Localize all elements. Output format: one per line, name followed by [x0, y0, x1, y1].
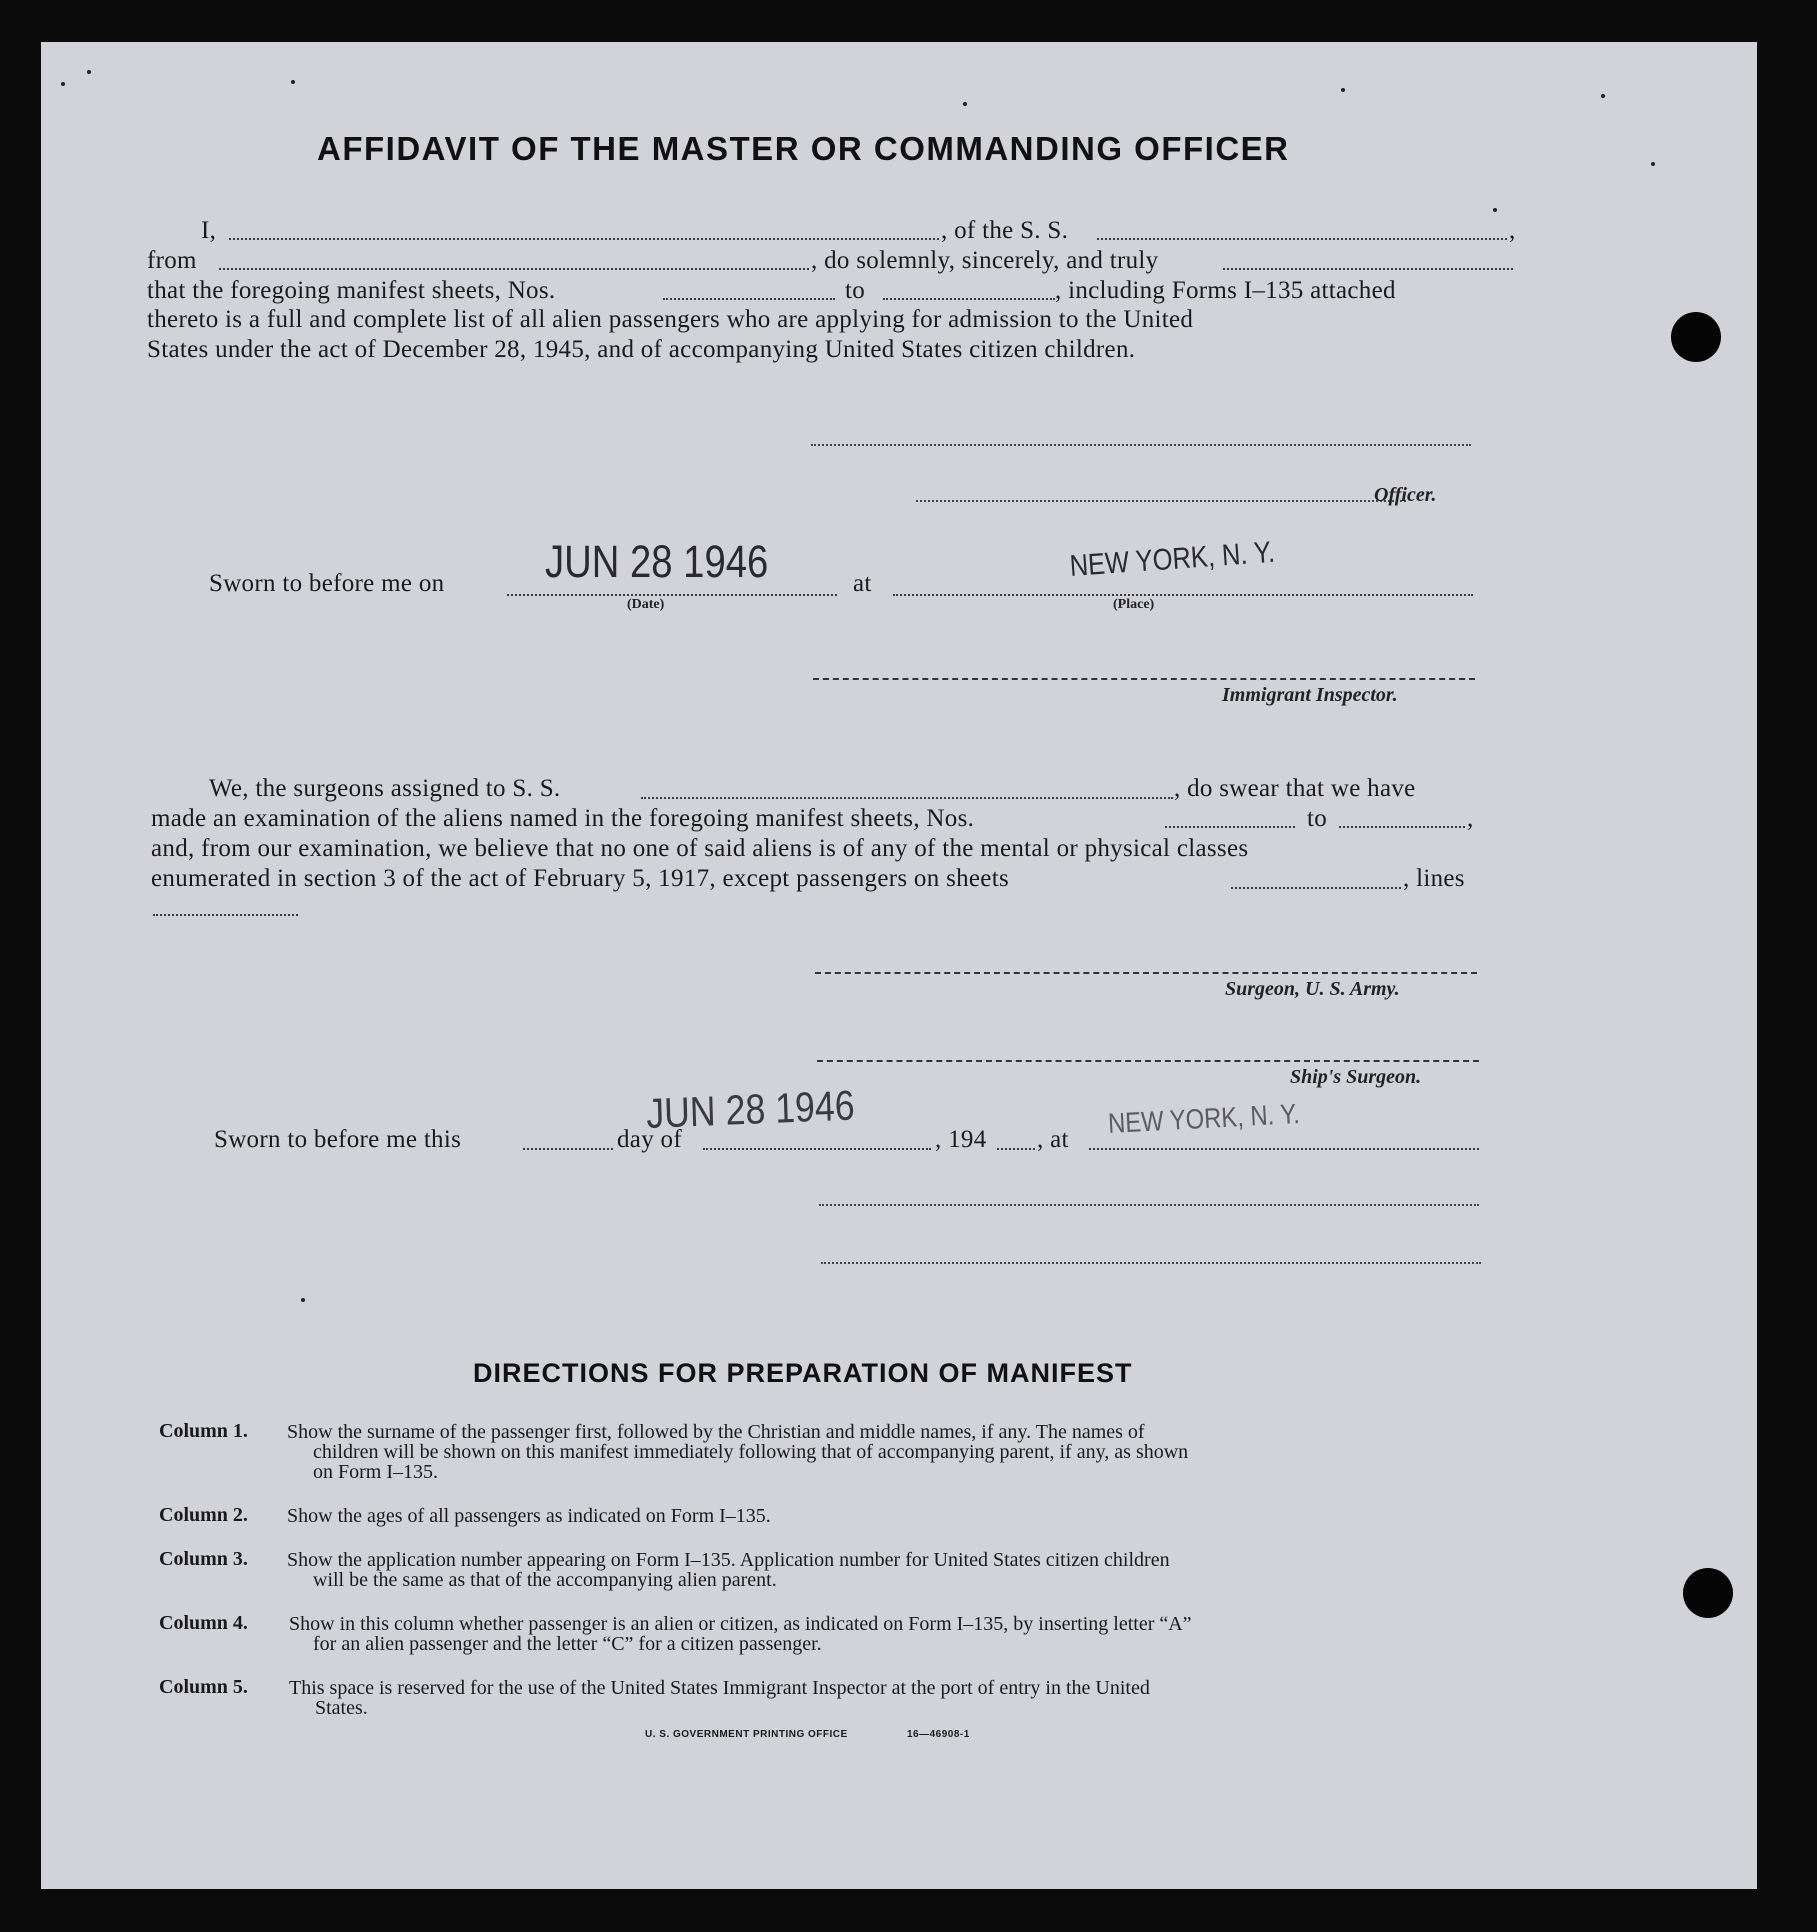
except-sheets-blank[interactable] — [1231, 887, 1401, 889]
affidavit-line1-ss: , of the S. S. — [941, 217, 1069, 244]
officer-caption: Officer. — [1374, 484, 1437, 506]
witness-signature-line-2[interactable] — [821, 1262, 1481, 1264]
officer-name-blank[interactable] — [229, 238, 939, 240]
surgeons-line4-text: enumerated in section 3 of the act of February 5, 1917, except passengers on sheets — [151, 865, 1009, 892]
surgeons-line3: and, from our examination, we believe that no one of said aliens is of any of the mental or physical classes — [151, 835, 1249, 862]
direction-text: Show in this column whether passenger is an alien or citizen, as indicated on Form I–135, by inserting letter “A” — [289, 1613, 1192, 1635]
sworn-date-blank[interactable] — [507, 594, 837, 596]
swear-blank[interactable] — [1223, 268, 1513, 270]
port-from-blank[interactable] — [219, 268, 809, 270]
document-page — [41, 42, 1757, 1889]
affidavit-line2-from: from — [147, 247, 197, 274]
army-surgeon-caption: Surgeon, U. S. Army. — [1225, 978, 1400, 1000]
surgeons-sheets-from-blank[interactable] — [1165, 826, 1295, 828]
speck — [301, 1298, 305, 1302]
sworn-this-label: Sworn to before me this — [214, 1126, 462, 1153]
affidavit-title: AFFIDAVIT OF THE MASTER OR COMMANDING OFFICER — [317, 130, 1290, 167]
affidavit-line2-text: , do solemnly, sincerely, and truly — [811, 247, 1159, 274]
direction-label: Column 2. — [159, 1504, 248, 1526]
sworn-year-blank[interactable] — [997, 1148, 1035, 1150]
direction-text: for an alien passenger and the letter “C” for a citizen passenger. — [313, 1633, 822, 1655]
place-stamp: NEW YORK, N. Y. — [1068, 535, 1276, 584]
speck — [1341, 88, 1345, 92]
direction-text: on Form I–135. — [313, 1461, 438, 1483]
date-caption: (Date) — [627, 597, 665, 612]
affidavit-line3-end: , including Forms I–135 attached — [1055, 277, 1396, 304]
speck — [291, 80, 295, 84]
affidavit-line1-i: I, — [201, 217, 217, 244]
punch-hole — [1683, 1568, 1733, 1618]
form-number: 16—46908-1 — [907, 1729, 970, 1740]
inspector-caption: Immigrant Inspector. — [1222, 684, 1398, 706]
sworn-month-blank[interactable] — [703, 1148, 931, 1150]
speck — [87, 70, 91, 74]
surgeons-line1-end: , do swear that we have — [1174, 775, 1416, 802]
surgeons-line2-text: made an examination of the aliens named in the foregoing manifest sheets, Nos. — [151, 805, 975, 832]
direction-label: Column 5. — [159, 1676, 248, 1698]
direction-label: Column 1. — [159, 1420, 248, 1442]
officer-signature-line[interactable] — [811, 444, 1471, 446]
direction-text: Show the application number appearing on Form I–135. Application number for United States citizen children — [287, 1549, 1170, 1571]
date-stamp: JUN 28 1946 — [545, 536, 769, 587]
direction-label: Column 4. — [159, 1612, 248, 1634]
ship-surgeon-caption: Ship's Surgeon. — [1290, 1066, 1422, 1088]
surgeons-line1-text: We, the surgeons assigned to S. S. — [209, 775, 561, 802]
direction-text: Show the surname of the passenger first, followed by the Christian and middle names, if any. The names of — [287, 1421, 1145, 1443]
surgeons-sheets-to-blank[interactable] — [1339, 826, 1465, 828]
place-caption: (Place) — [1113, 597, 1155, 612]
sworn-place-blank[interactable] — [893, 594, 1473, 596]
sworn-place-blank-2[interactable] — [1089, 1148, 1479, 1150]
sheets-from-blank[interactable] — [663, 298, 835, 300]
date-stamp-2: JUN 28 1946 — [645, 1081, 856, 1138]
surgeons-line2-comma: , — [1467, 805, 1474, 832]
officer-title-line[interactable] — [916, 500, 1406, 502]
direction-label: Column 3. — [159, 1548, 248, 1570]
punch-hole — [1671, 312, 1721, 362]
sheets-to-blank[interactable] — [883, 298, 1055, 300]
sworn-on-label: Sworn to before me on — [209, 570, 445, 597]
ship-name-blank[interactable] — [1097, 238, 1507, 240]
sworn-at-label-2: , at — [1037, 1126, 1069, 1153]
inspector-signature-line[interactable] — [813, 678, 1475, 680]
direction-text: Show the ages of all passengers as indicated on Form I–135. — [287, 1505, 771, 1527]
sworn-day-blank[interactable] — [523, 1148, 613, 1150]
surgeons-line4-lines: , lines — [1403, 865, 1465, 892]
sworn-at-label: at — [853, 570, 872, 597]
affidavit-line4: thereto is a full and complete list of all alien passengers who are applying for admission to the United — [147, 306, 1194, 333]
speck — [61, 82, 65, 86]
place-stamp-2: NEW YORK, N. Y. — [1107, 1098, 1301, 1140]
direction-text: will be the same as that of the accompanying alien parent. — [313, 1569, 777, 1591]
sworn-day-of-label: day of — [617, 1126, 682, 1153]
directions-title: DIRECTIONS FOR PREPARATION OF MANIFEST — [473, 1358, 1133, 1388]
speck — [1601, 94, 1605, 98]
speck — [963, 102, 967, 106]
affidavit-line1-comma: , — [1509, 217, 1516, 244]
affidavit-line3-text: that the foregoing manifest sheets, Nos. — [147, 277, 556, 304]
direction-text: States. — [315, 1697, 368, 1719]
surgeons-line2-to: to — [1307, 805, 1328, 832]
army-surgeon-signature-line[interactable] — [815, 972, 1477, 974]
direction-text: children will be shown on this manifest immediately following that of accompanying parent, if any, as shown — [313, 1441, 1189, 1463]
speck — [1651, 162, 1655, 166]
printer-imprint: U. S. GOVERNMENT PRINTING OFFICE — [645, 1729, 848, 1740]
sworn-year-label: , 194 — [935, 1126, 987, 1153]
surgeons-ship-blank[interactable] — [641, 797, 1173, 799]
affidavit-line3-to: to — [845, 277, 866, 304]
speck — [1493, 208, 1497, 212]
affidavit-line5: States under the act of December 28, 1945, and of accompanying United States citizen children. — [147, 336, 1136, 363]
ship-surgeon-signature-line[interactable] — [817, 1060, 1479, 1062]
witness-signature-line-1[interactable] — [819, 1204, 1479, 1206]
direction-text: This space is reserved for the use of the United States Immigrant Inspector at the port of entry in the United — [289, 1677, 1150, 1699]
lines-blank[interactable] — [153, 914, 298, 916]
